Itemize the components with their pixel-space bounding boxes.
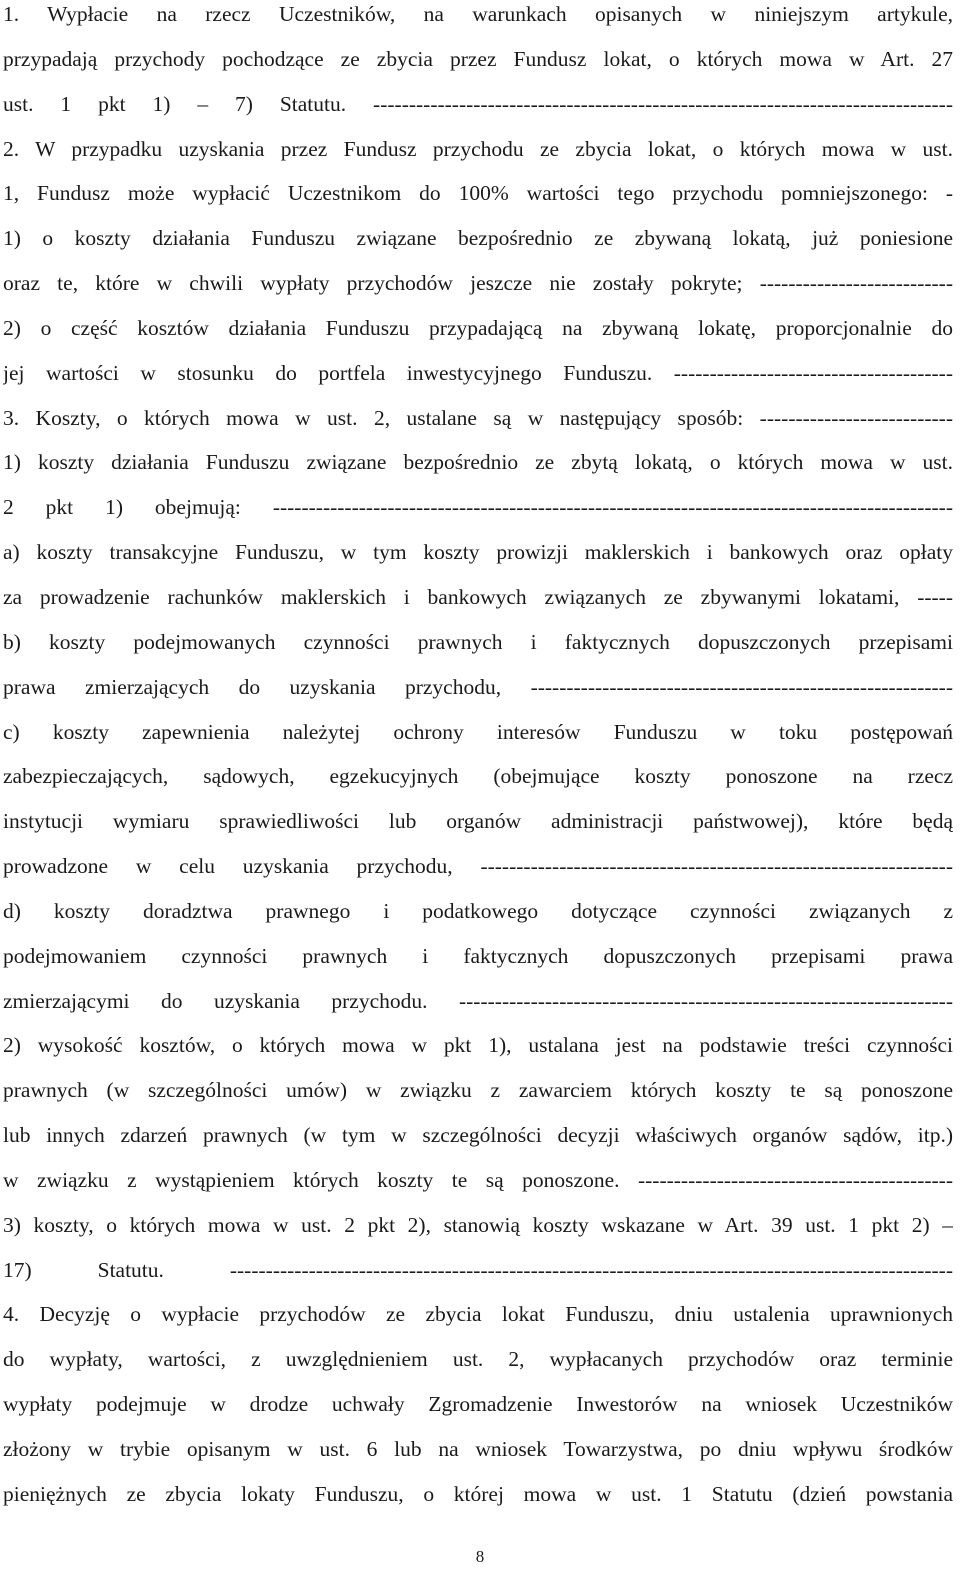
text-line: ust. 1 pkt 1) – 7) Statutu. ---------------------------------------------------------------------------------: [3, 91, 953, 116]
text-line: b) koszty podejmowanych czynności prawnych i faktycznych dopuszczonych przepisami: [3, 629, 953, 654]
text-line: c) koszty zapewnienia należytej ochrony interesów Funduszu w toku postępowań: [3, 719, 953, 744]
text-line: prawnych (w szczególności umów) w związku z zawarciem których koszty te są ponoszone: [3, 1078, 953, 1103]
text-line: zabezpieczających, sądowych, egzekucyjnych (obejmujące koszty ponoszone na rzecz: [3, 764, 953, 789]
text-line: 2 pkt 1) obejmują: -----------------------------------------------------------------------------------------------: [3, 495, 953, 520]
text-line: 2) o część kosztów działania Funduszu przypadającą na zbywaną lokatę, proporcjonalnie do: [3, 315, 953, 340]
text-line: 2. W przypadku uzyskania przez Fundusz przychodu ze zbycia lokat, o których mowa w ust.: [3, 136, 953, 161]
text-line: 4. Decyzję o wypłacie przychodów ze zbycia lokat Funduszu, dniu ustalenia uprawnionych: [3, 1302, 953, 1327]
text-line: a) koszty transakcyjne Funduszu, w tym koszty prowizji maklerskich i bankowych oraz opłaty: [3, 540, 953, 565]
text-line: złożony w trybie opisanym w ust. 6 lub na wniosek Towarzystwa, po dniu wpływu środków: [3, 1437, 953, 1461]
text-line: lub innych zdarzeń prawnych (w tym w szczególności decyzji właściwych organów sądów, itp.): [3, 1123, 953, 1148]
text-line: 17) Statutu. -----------------------------------------------------------------------------------------------------: [3, 1257, 953, 1282]
text-line: prowadzone w celu uzyskania przychodu, ------------------------------------------------------------------: [3, 854, 953, 879]
text-line: d) koszty doradztwa prawnego i podatkowego dotyczące czynności związanych z: [3, 898, 953, 923]
text-line: instytucji wymiaru sprawiedliwości lub organów administracji państwowej), które będą: [3, 809, 953, 834]
text-line: za prowadzenie rachunków maklerskich i bankowych związanych ze zbywanymi lokatami, -----: [3, 584, 953, 609]
text-line: 1, Fundusz może wypłacić Uczestnikom do 100% wartości tego przychodu pomniejszonego: -: [3, 181, 953, 206]
statute-text: [3, 0, 953, 1525]
text-line: 1. Wypłacie na rzecz Uczestników, na warunkach opisanych w niniejszym artykule,: [3, 2, 953, 26]
text-line: do wypłaty, wartości, z uwzględnieniem ust. 2, wypłacanych przychodów oraz terminie: [3, 1347, 953, 1372]
text-line: podejmowaniem czynności prawnych i faktycznych dopuszczonych przepisami prawa: [3, 943, 953, 968]
page-number: 8: [475, 1547, 485, 1566]
text-line: 1) o koszty działania Funduszu związane bezpośrednio ze zbywaną lokatą, już poniesione: [3, 226, 953, 251]
text-line: oraz te, które w chwili wypłaty przychodów jeszcze nie zostały pokryte; ---------------------------: [3, 271, 953, 296]
text-line: wypłaty podejmuje w drodze uchwały Zgromadzenie Inwestorów na wniosek Uczestników: [3, 1392, 953, 1417]
text-line: jej wartości w stosunku do portfela inwestycyjnego Funduszu. ---------------------------------------: [3, 360, 953, 385]
text-line: zmierzającymi do uzyskania przychodu. ---------------------------------------------------------------------: [3, 988, 953, 1013]
text-line: 1) koszty działania Funduszu związane bezpośrednio ze zbytą lokatą, o których mowa w ust.: [3, 450, 953, 475]
text-line: w związku z wystąpieniem których koszty te są ponoszone. --------------------------------------------: [3, 1167, 953, 1192]
text-line: 2) wysokość kosztów, o których mowa w pkt 1), ustalana jest na podstawie treści czynności: [3, 1033, 953, 1058]
text-line: przypadają przychody pochodzące ze zbycia przez Fundusz lokat, o których mowa w Art. 27: [3, 46, 953, 71]
text-line: 3. Koszty, o których mowa w ust. 2, ustalane są w następujący sposób: ---------------------------: [3, 405, 953, 430]
text-line: pieniężnych ze zbycia lokaty Funduszu, o której mowa w ust. 1 Statutu (dzień powstania: [3, 1481, 953, 1506]
text-line: prawa zmierzających do uzyskania przychodu, -----------------------------------------------------------: [3, 674, 953, 699]
text-line: 3) koszty, o których mowa w ust. 2 pkt 2), stanowią koszty wskazane w Art. 39 ust. 1 pkt 2) –: [3, 1212, 953, 1237]
